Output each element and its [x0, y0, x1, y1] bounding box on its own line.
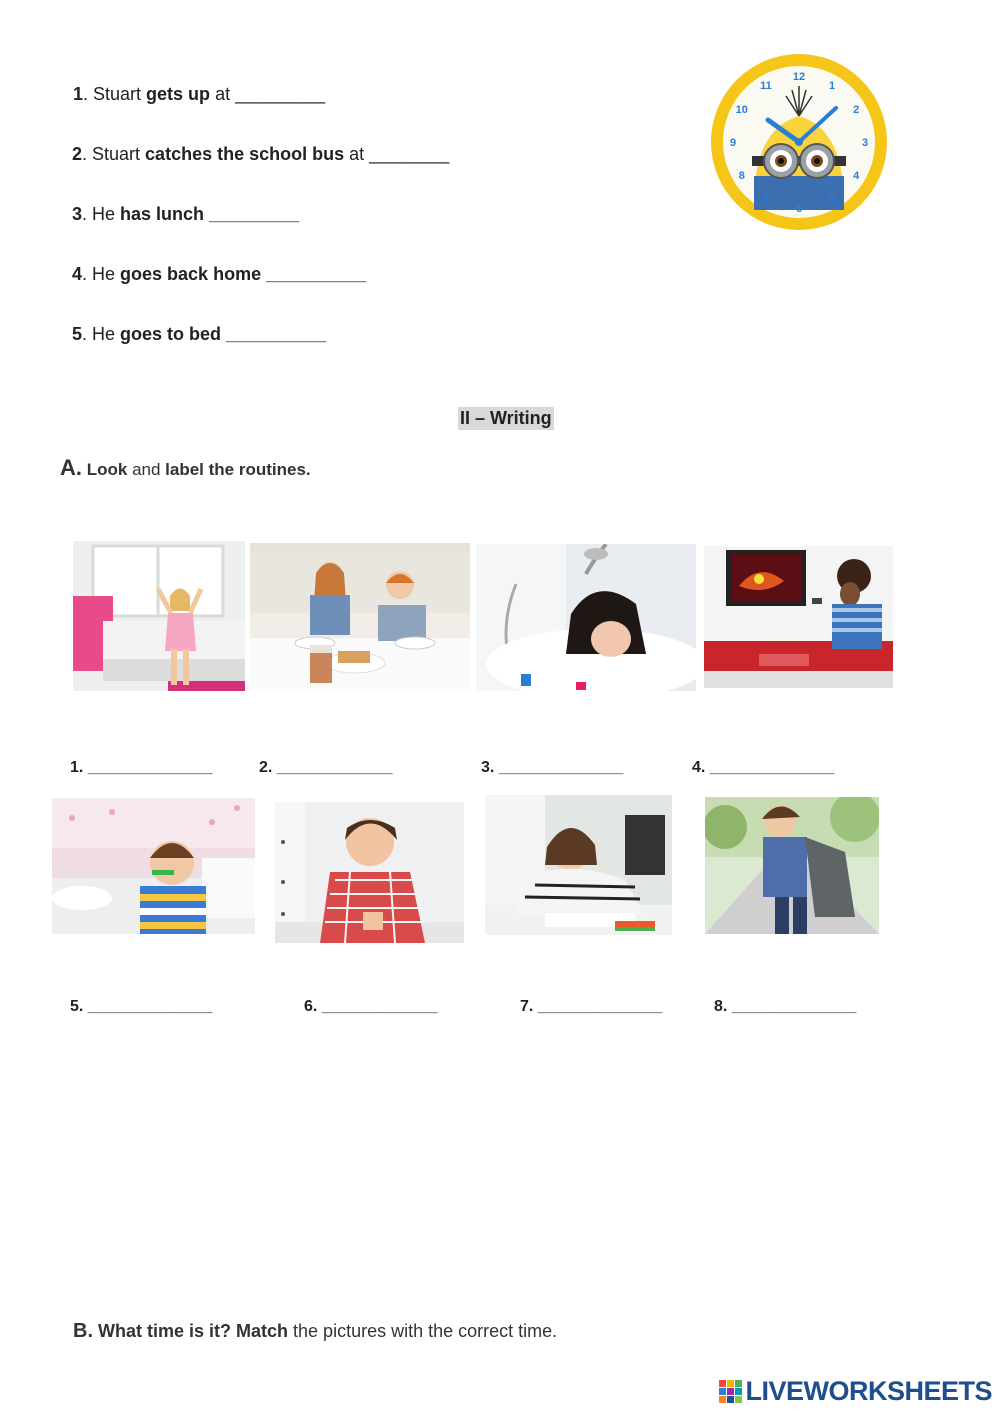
- liveworksheets-logo: [719, 1376, 992, 1407]
- clock-number: 6: [795, 203, 803, 215]
- logo-grid-cell: [719, 1396, 726, 1403]
- clock-number: 4: [853, 170, 860, 182]
- logo-grid-cell: [727, 1380, 734, 1387]
- answer-blank-2[interactable]: 2. _____________: [259, 759, 393, 776]
- section-b-instruction: B. What time is it? Match the pictures with the correct time.: [73, 1320, 558, 1342]
- photo-girl-waking-up: [73, 541, 245, 691]
- logo-grid-cell: [719, 1380, 726, 1387]
- answer-blank-4[interactable]: 4. ______________: [692, 759, 835, 776]
- answer-blank-6[interactable]: 6. _____________: [304, 998, 438, 1015]
- minion-clock-image: [706, 50, 892, 234]
- logo-grid-icon: [719, 1380, 742, 1403]
- clock-number: 7: [762, 194, 770, 207]
- logo-grid-cell: [735, 1380, 742, 1387]
- clock-number: 10: [735, 104, 748, 116]
- answer-blank-8[interactable]: 8. ______________: [714, 998, 857, 1015]
- answer-blank-5[interactable]: 5. ______________: [70, 998, 213, 1015]
- answer-blank-7[interactable]: 7. ______________: [520, 998, 663, 1015]
- answer-blank-1[interactable]: 1. ______________: [70, 759, 213, 776]
- question-3: 3. He has lunch _________: [72, 204, 300, 224]
- answer-blank-3[interactable]: 3. ______________: [481, 759, 624, 776]
- clock-number: 8: [738, 170, 745, 182]
- photo-girl-shower: [476, 544, 696, 691]
- logo-grid-cell: [735, 1396, 742, 1403]
- question-4: 4. He goes back home __________: [72, 264, 367, 284]
- clock-number: 12: [792, 71, 806, 83]
- clock-number: 3: [861, 137, 869, 149]
- photo-kids-breakfast: [250, 543, 470, 691]
- logo-grid-cell: [727, 1388, 734, 1395]
- question-1: 1. Stuart gets up at _________: [73, 84, 326, 104]
- logo-grid-cell: [735, 1388, 742, 1395]
- logo-grid-cell: [719, 1388, 726, 1395]
- clock-number: 11: [760, 79, 772, 92]
- question-2: 2. Stuart catches the school bus at ________: [72, 144, 450, 164]
- photo-boy-brushing-teeth: [52, 798, 255, 934]
- logo-text: LIVEWORKSHEETS: [745, 1376, 992, 1406]
- clock-number: 5: [828, 194, 836, 207]
- section-heading: II – Writing: [460, 408, 552, 428]
- photo-boy-going-to-school: [705, 797, 879, 934]
- question-5: 5. He goes to bed __________: [72, 324, 327, 344]
- clock-number: 9: [729, 137, 737, 149]
- photo-girl-watching-tv: [704, 546, 893, 688]
- clock-number: 1: [828, 79, 836, 92]
- logo-grid-cell: [727, 1396, 734, 1403]
- section-a-instruction: A. Look and label the routines.: [60, 455, 311, 480]
- clock-number: 2: [853, 104, 860, 116]
- photo-boy-getting-dressed: [275, 802, 464, 943]
- photo-girl-homework: [485, 795, 672, 935]
